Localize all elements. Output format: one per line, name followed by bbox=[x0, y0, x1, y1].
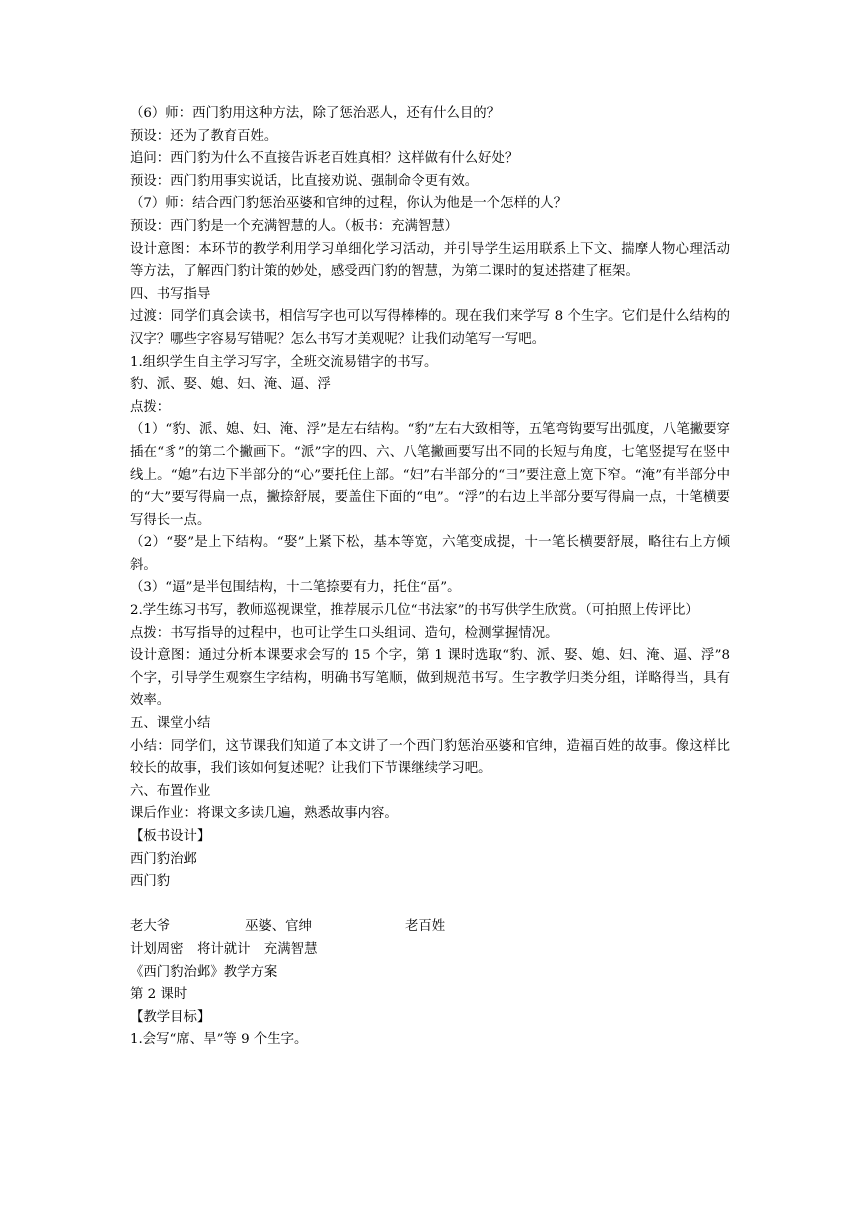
board-row: 计划周密 将计就计 充满智慧 bbox=[130, 941, 318, 957]
text-line: 预设：西门豹用事实说话，比直接劝说、强制命令更有效。 bbox=[130, 173, 479, 189]
document-page bbox=[130, 103, 730, 1052]
text-line: 预设：西门豹是一个充满智慧的人。（板书：充满智慧） bbox=[130, 218, 459, 234]
text-line: 预设：还为了教育百姓。 bbox=[130, 128, 278, 144]
board-row bbox=[130, 916, 730, 939]
guidance-paragraph: （2）“娶”是上下结构。“娶”上紧下松，基本等宽，六笔变成提，十一笔长横要舒展，略往右上方倾斜。 bbox=[130, 535, 730, 573]
section-heading: 五、课堂小结 bbox=[130, 716, 211, 732]
text-line: （3）“逼”是半包围结构，十二笔捺要有力，托住“畐”。 bbox=[130, 580, 461, 596]
lesson-number: 第 2 课时 bbox=[130, 987, 188, 1003]
text-line: 点拨： bbox=[130, 399, 171, 415]
board-cell: 老大爷 bbox=[130, 919, 171, 935]
guidance-paragraph: （1）“豹、派、媳、妇、淹、浮”是左右结构。“豹”左右大致相等，五笔弯钩要写出弧度，八笔撇要穿插在“豸”的第二个撇画下。“派”字的四、六、八笔撇画要写出不同的长短与角度，七笔竖提写在竖中线上。“媳”右边下半部分的“心”要托住上部。“妇”右半部分的“彐”要注意上宽下窄。“淹”有半部分中的“大”要写得扁一点，撇捺舒展，要盖住下面的“电”。“浮”的右边上半部分要写得扁一点，十笔横要写得长一点。 bbox=[130, 422, 730, 528]
board-cell: 老百姓 bbox=[405, 919, 446, 935]
text-line: 1.组织学生自主学习写字，全班交流易错字的书写。 bbox=[130, 354, 438, 370]
practice-paragraph: 2.学生练习书写，教师巡视课堂，推荐展示几位“书法家”的书写供学生欣赏。（可拍照上传评比） bbox=[130, 603, 699, 619]
text-line: （6）师：西门豹用这种方法，除了惩治恶人，还有什么目的？ bbox=[130, 106, 501, 121]
character-list: 豹、派、娶、媳、妇、淹、逼、浮 bbox=[130, 377, 331, 393]
board-design-heading: 【板书设计】 bbox=[130, 829, 211, 844]
text-line: 追问：西门豹为什么不直接告诉老百姓真相？这样做有什么好处？ bbox=[130, 151, 519, 167]
objectives-heading: 【教学目标】 bbox=[130, 1009, 211, 1025]
design-intent-paragraph: 设计意图：通过分析本课要求会写的 15 个字，第 1 课时选取“豹、派、娶、媳、妇、淹、逼、浮”8 个字，引导学生观察生字结构，明确书写笔顺，做到规范书写。生字教学归类分组，详略得当，具有效率。 bbox=[130, 648, 730, 709]
blank-line bbox=[130, 894, 730, 917]
text-line: 点拨：书写指导的过程中，也可让学生口头组词、造句，检测掌握情况。 bbox=[130, 625, 559, 641]
board-title: 西门豹治邺 bbox=[130, 851, 197, 867]
transition-paragraph: 过渡：同学们真会读书，相信写字也可以写得棒棒的。现在我们来学写 8 个生字。它们是什么结构的汉字？哪些字容易写错呢？怎么书写才美观呢？让我们动笔写一写吧。 bbox=[130, 309, 730, 347]
summary-paragraph: 小结：同学们，这节课我们知道了本文讲了一个西门豹惩治巫婆和官绅，造福百姓的故事。像这样比较长的故事，我们该如何复述呢？让我们下节课继续学习吧。 bbox=[130, 738, 730, 777]
text-line: 1.会写“席、旱”等 9 个生字。 bbox=[130, 1032, 308, 1048]
plan-title: 《西门豹治邺》教学方案 bbox=[130, 964, 278, 980]
board-cell: 巫婆、官绅 bbox=[245, 919, 312, 935]
design-intent-paragraph: 设计意图：本环节的教学利用学习单细化学习活动，并引导学生运用联系上下文、揣摩人物心理活动等方法，了解西门豹计策的妙处，感受西门豹的智慧，为第二课时的复述搭建了框架。 bbox=[130, 241, 730, 280]
board-name: 西门豹 bbox=[130, 874, 171, 890]
section-heading: 六、布置作业 bbox=[130, 783, 211, 799]
section-heading: 四、书写指导 bbox=[130, 286, 211, 302]
text-line: 课后作业：将课文多读几遍，熟悉故事内容。 bbox=[130, 806, 398, 822]
text-line: （7）师：结合西门豹惩治巫婆和官绅的过程，你认为他是一个怎样的人？ bbox=[130, 196, 568, 212]
